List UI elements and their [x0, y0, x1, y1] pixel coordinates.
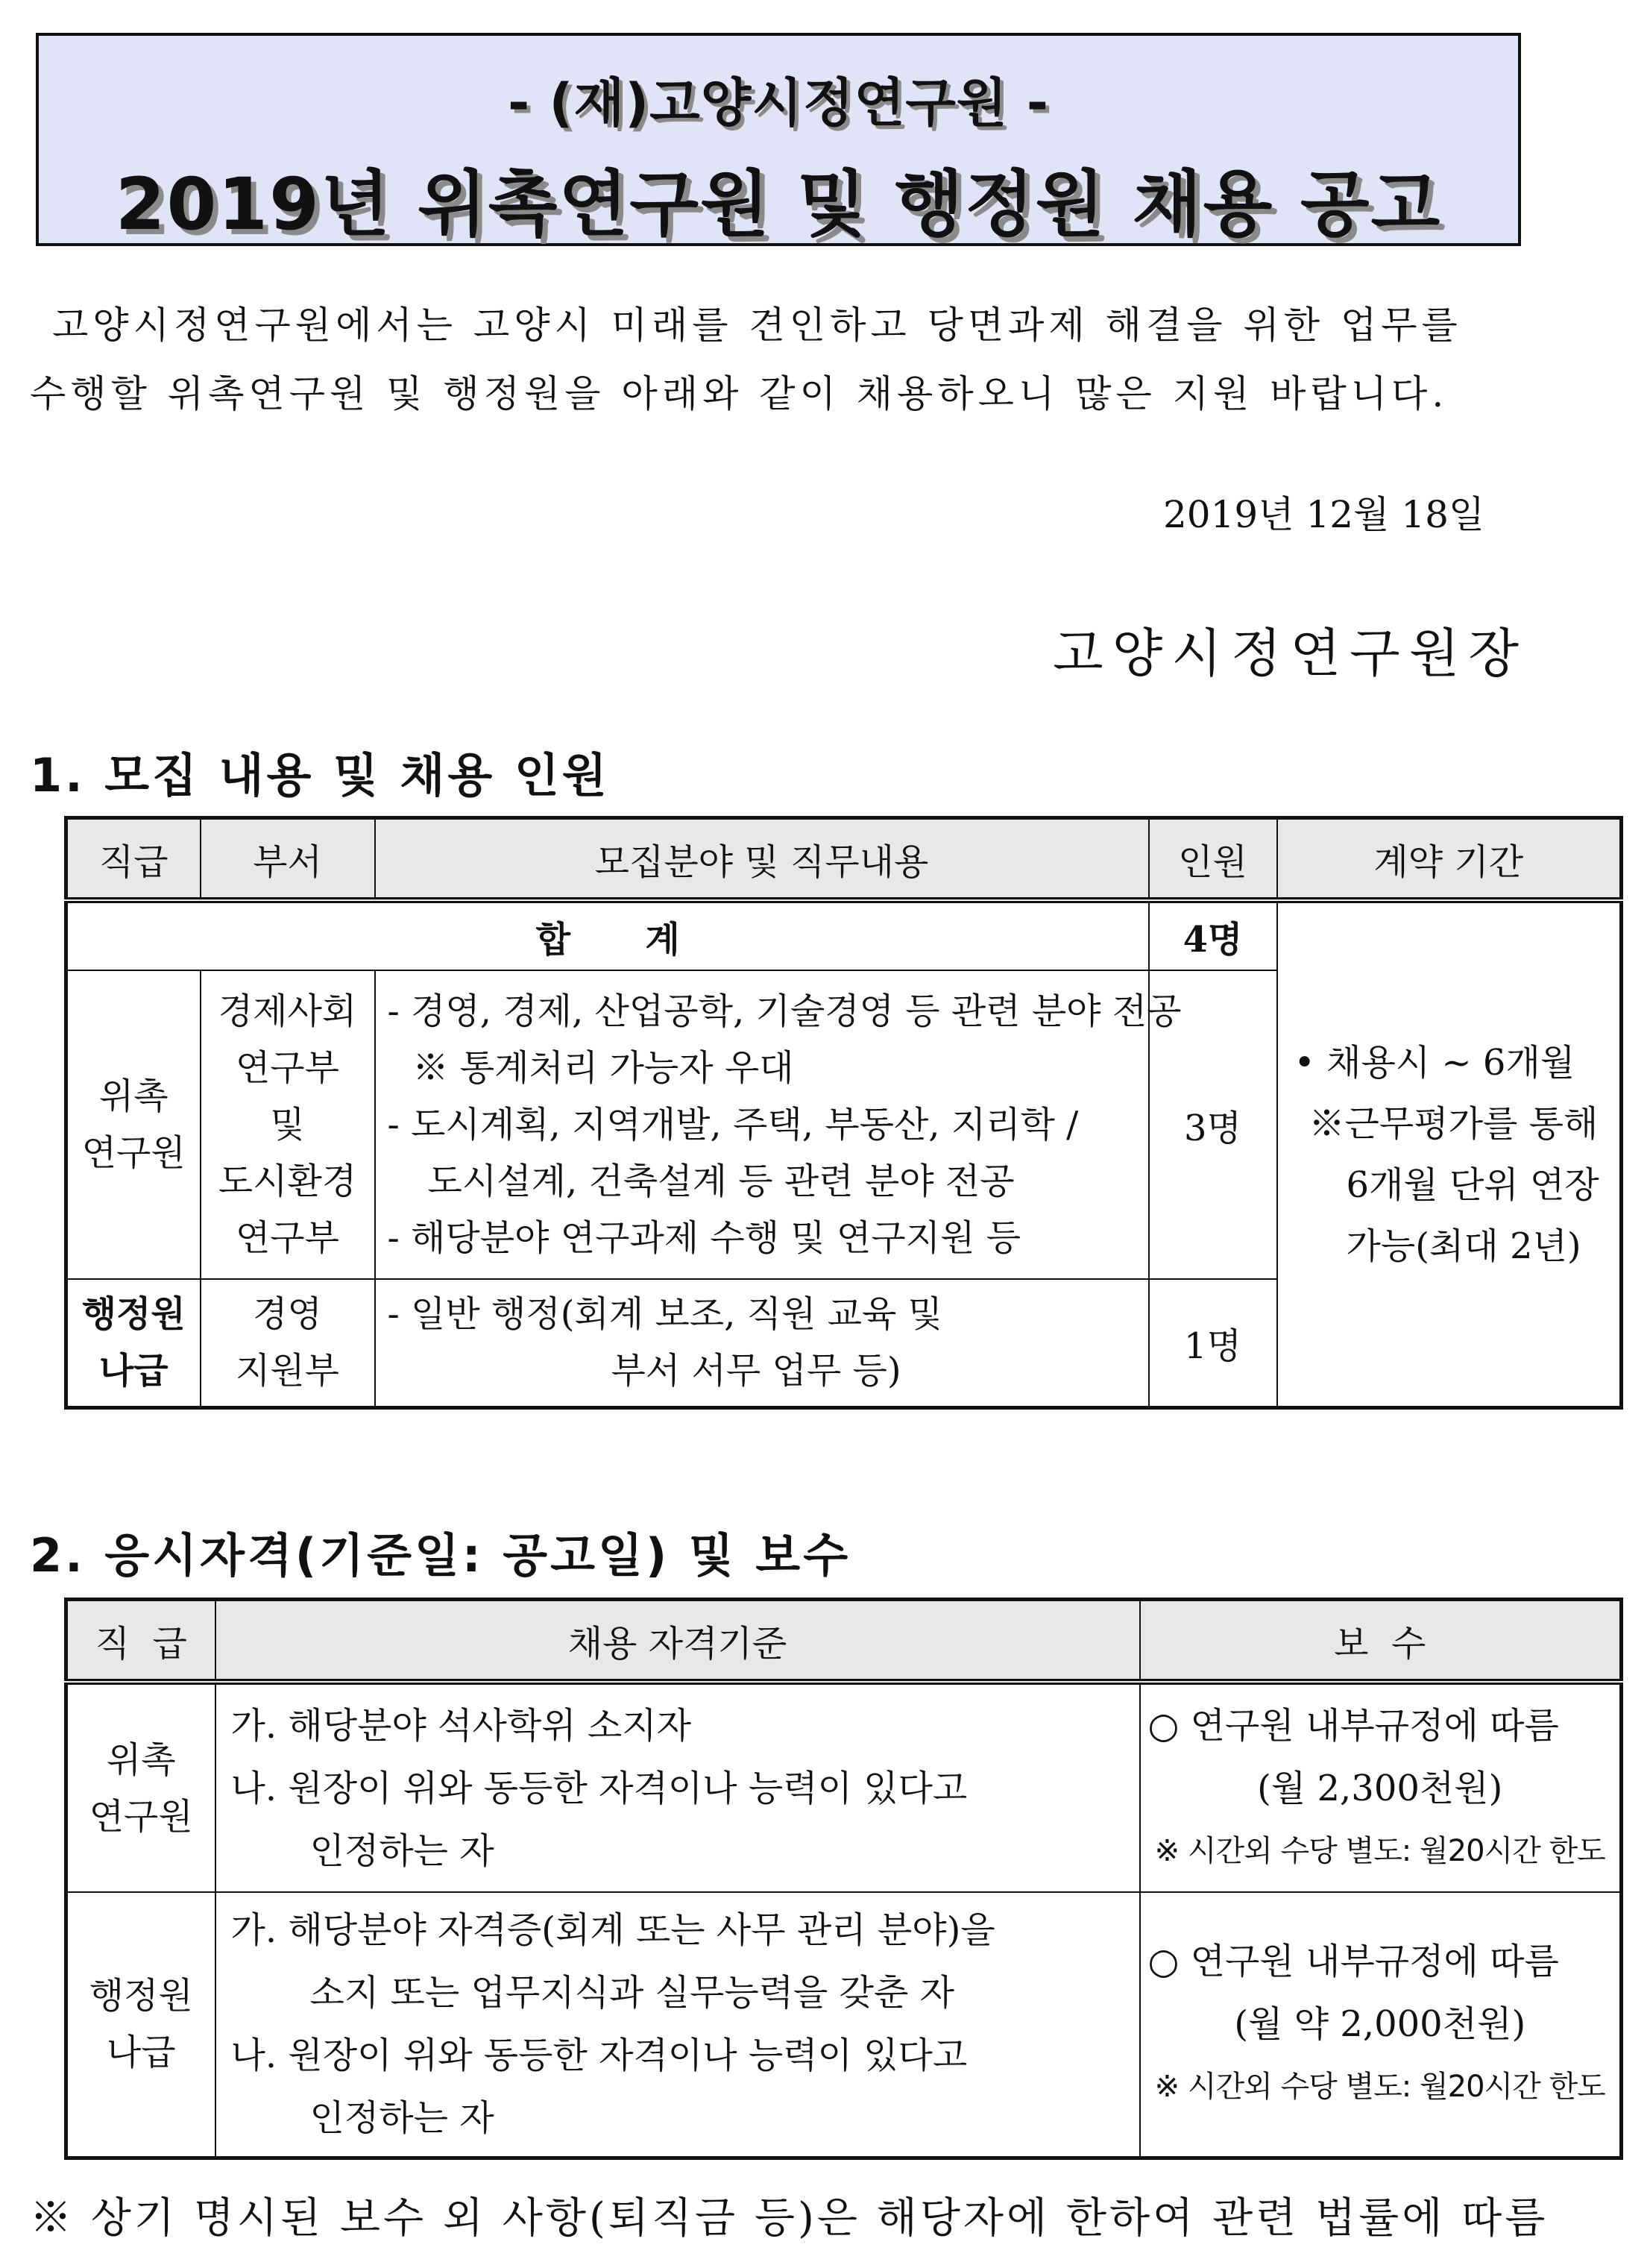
- rank-cell: [66, 970, 201, 1279]
- contract-line-1: • 채용시 ~ 6개월: [1294, 1041, 1575, 1084]
- duties-cell: [375, 970, 1182, 1279]
- total-count: 4명: [1149, 900, 1277, 970]
- header-pay: 보 수: [1140, 1600, 1622, 1683]
- duty-line: - 일반 행정(회계 보조, 직원 교육 및: [387, 1293, 943, 1336]
- rank-cell: [66, 1892, 215, 2158]
- pay-cell: [1140, 1892, 1622, 2158]
- table-header-row: [66, 1600, 1622, 1683]
- header-department: 부서: [201, 818, 375, 901]
- duty-line: - 경영, 경제, 산업공학, 기술경영 등 관련 분야 전공: [387, 990, 1182, 1032]
- rank-line: 위촉: [106, 1738, 176, 1781]
- qualification-line: 가. 해당분야 자격증(회계 또는 사무 관리 분야)을: [230, 1909, 995, 1952]
- duties-cell: [375, 1279, 1149, 1407]
- header-contract-period: 계약 기간: [1277, 818, 1622, 901]
- department-cell: [201, 970, 375, 1279]
- section-2-title: 2. 응시자격(기준일: 공고일) 및 보수: [30, 1528, 851, 1583]
- qualification-cell: [215, 1682, 1140, 1892]
- header-qualifications: 채용 자격기준: [215, 1600, 1140, 1683]
- duty-line: 도시설계, 건축설계 등 관련 분야 전공: [427, 1160, 1015, 1202]
- announcement-title-box: [36, 33, 1521, 246]
- duty-line: - 해당분야 연구과제 수행 및 연구지원 등: [387, 1217, 1021, 1259]
- department-line: 경제사회: [218, 990, 357, 1032]
- rank-line: 나급: [106, 2032, 176, 2074]
- header-headcount: 인원: [1149, 818, 1277, 901]
- contract-line-4: 가능(최대 2년): [1346, 1225, 1581, 1267]
- rank-cell: [66, 1682, 215, 1892]
- total-row: [66, 900, 1622, 970]
- pay-main: ○ 연구원 내부규정에 따름: [1147, 1941, 1559, 1983]
- table-row: [66, 1682, 1622, 1892]
- qualification-line: 나. 원장이 위와 동등한 자격이나 능력이 있다고: [230, 2035, 968, 2077]
- intro-line-2: 수행할 위촉연구원 및 행정원을 아래와 같이 채용하오니 많은 지원 바랍니다.: [30, 372, 1449, 415]
- duty-line: ※ 통계처리 가능자 우대: [412, 1047, 794, 1089]
- department-line: 연구부: [235, 1217, 340, 1259]
- table-row: [66, 1892, 1622, 2158]
- department-line: 도시환경: [218, 1160, 357, 1202]
- announcement-title: 2019년 위촉연구원 및 행정원 채용 공고: [115, 163, 1442, 246]
- qualification-line: 나. 원장이 위와 동등한 자격이나 능력이 있다고: [230, 1767, 968, 1809]
- qualification-cell: [215, 1892, 1140, 2158]
- pay-note: ※ 시간외 수당 별도: 월20시간 한도: [1154, 1833, 1605, 1868]
- qualification-line: 소지 또는 업무지식과 실무능력을 갖춘 자: [309, 1972, 955, 2014]
- pay-amount: (월 약 2,000천원): [1234, 2003, 1526, 2046]
- intro-paragraph: [30, 291, 1625, 428]
- pay-main: ○ 연구원 내부규정에 따름: [1147, 1704, 1559, 1747]
- header-duties: 모집분야 및 직무내용: [375, 818, 1149, 901]
- qualification-line: 가. 해당분야 석사학위 소지자: [230, 1704, 691, 1747]
- rank-line: 나급: [98, 1350, 169, 1392]
- header-rank: 직급: [66, 818, 201, 901]
- duty-line: - 도시계획, 지역개발, 주택, 부동산, 지리학 /: [387, 1104, 1079, 1146]
- contract-line-2: ※근무평가를 통해: [1309, 1102, 1599, 1145]
- department-line: 연구부: [235, 1047, 340, 1089]
- pay-cell: [1140, 1682, 1622, 1892]
- intro-line-1: 고양시정연구원에서는 고양시 미래를 견인하고 당면과제 해결을 위한 업무를: [52, 304, 1462, 347]
- organization-line: - (재)고양시정연구원 -: [508, 72, 1049, 133]
- total-label: 합 계: [66, 900, 1149, 970]
- rank-line: 행정원: [89, 1975, 193, 2017]
- headcount-cell: 1명: [1149, 1279, 1277, 1407]
- rank-line: 연구원: [89, 1795, 193, 1838]
- pay-amount: (월 2,300천원): [1257, 1767, 1503, 1809]
- table-header-row: [66, 818, 1622, 901]
- department-line: 경영: [253, 1293, 322, 1336]
- signer-title: 고양시정연구원장: [1053, 623, 1528, 684]
- contract-line-3: 6개월 단위 연장: [1346, 1163, 1599, 1206]
- department-line: 및: [270, 1104, 305, 1146]
- recruitment-table: [64, 816, 1623, 1410]
- footnote: ※ 상기 명시된 보수 외 사항(퇴직금 등)은 해당자에 한하여 관련 법률에 따름: [30, 2194, 1549, 2243]
- rank-line: 행정원: [81, 1293, 186, 1336]
- duty-line: 부서 서무 업무 등): [611, 1350, 901, 1392]
- rank-line: 연구원: [81, 1132, 186, 1174]
- contract-period-cell: [1277, 900, 1622, 1407]
- qualification-line: 인정하는 자: [309, 2097, 494, 2140]
- rank-cell: [66, 1279, 201, 1407]
- department-cell: [201, 1279, 375, 1407]
- department-line: 지원부: [235, 1350, 340, 1392]
- announcement-date: 2019년 12월 18일: [1163, 493, 1485, 536]
- headcount-cell: 3명: [1149, 970, 1277, 1279]
- section-1-title: 1. 모집 내용 및 채용 인원: [30, 748, 610, 802]
- pay-note: ※ 시간외 수당 별도: 월20시간 한도: [1154, 2070, 1605, 2105]
- rank-line: 위촉: [98, 1075, 169, 1117]
- qualification-line: 인정하는 자: [309, 1829, 494, 1872]
- qualification-table: [64, 1598, 1623, 2160]
- header-rank: 직 급: [66, 1600, 215, 1683]
